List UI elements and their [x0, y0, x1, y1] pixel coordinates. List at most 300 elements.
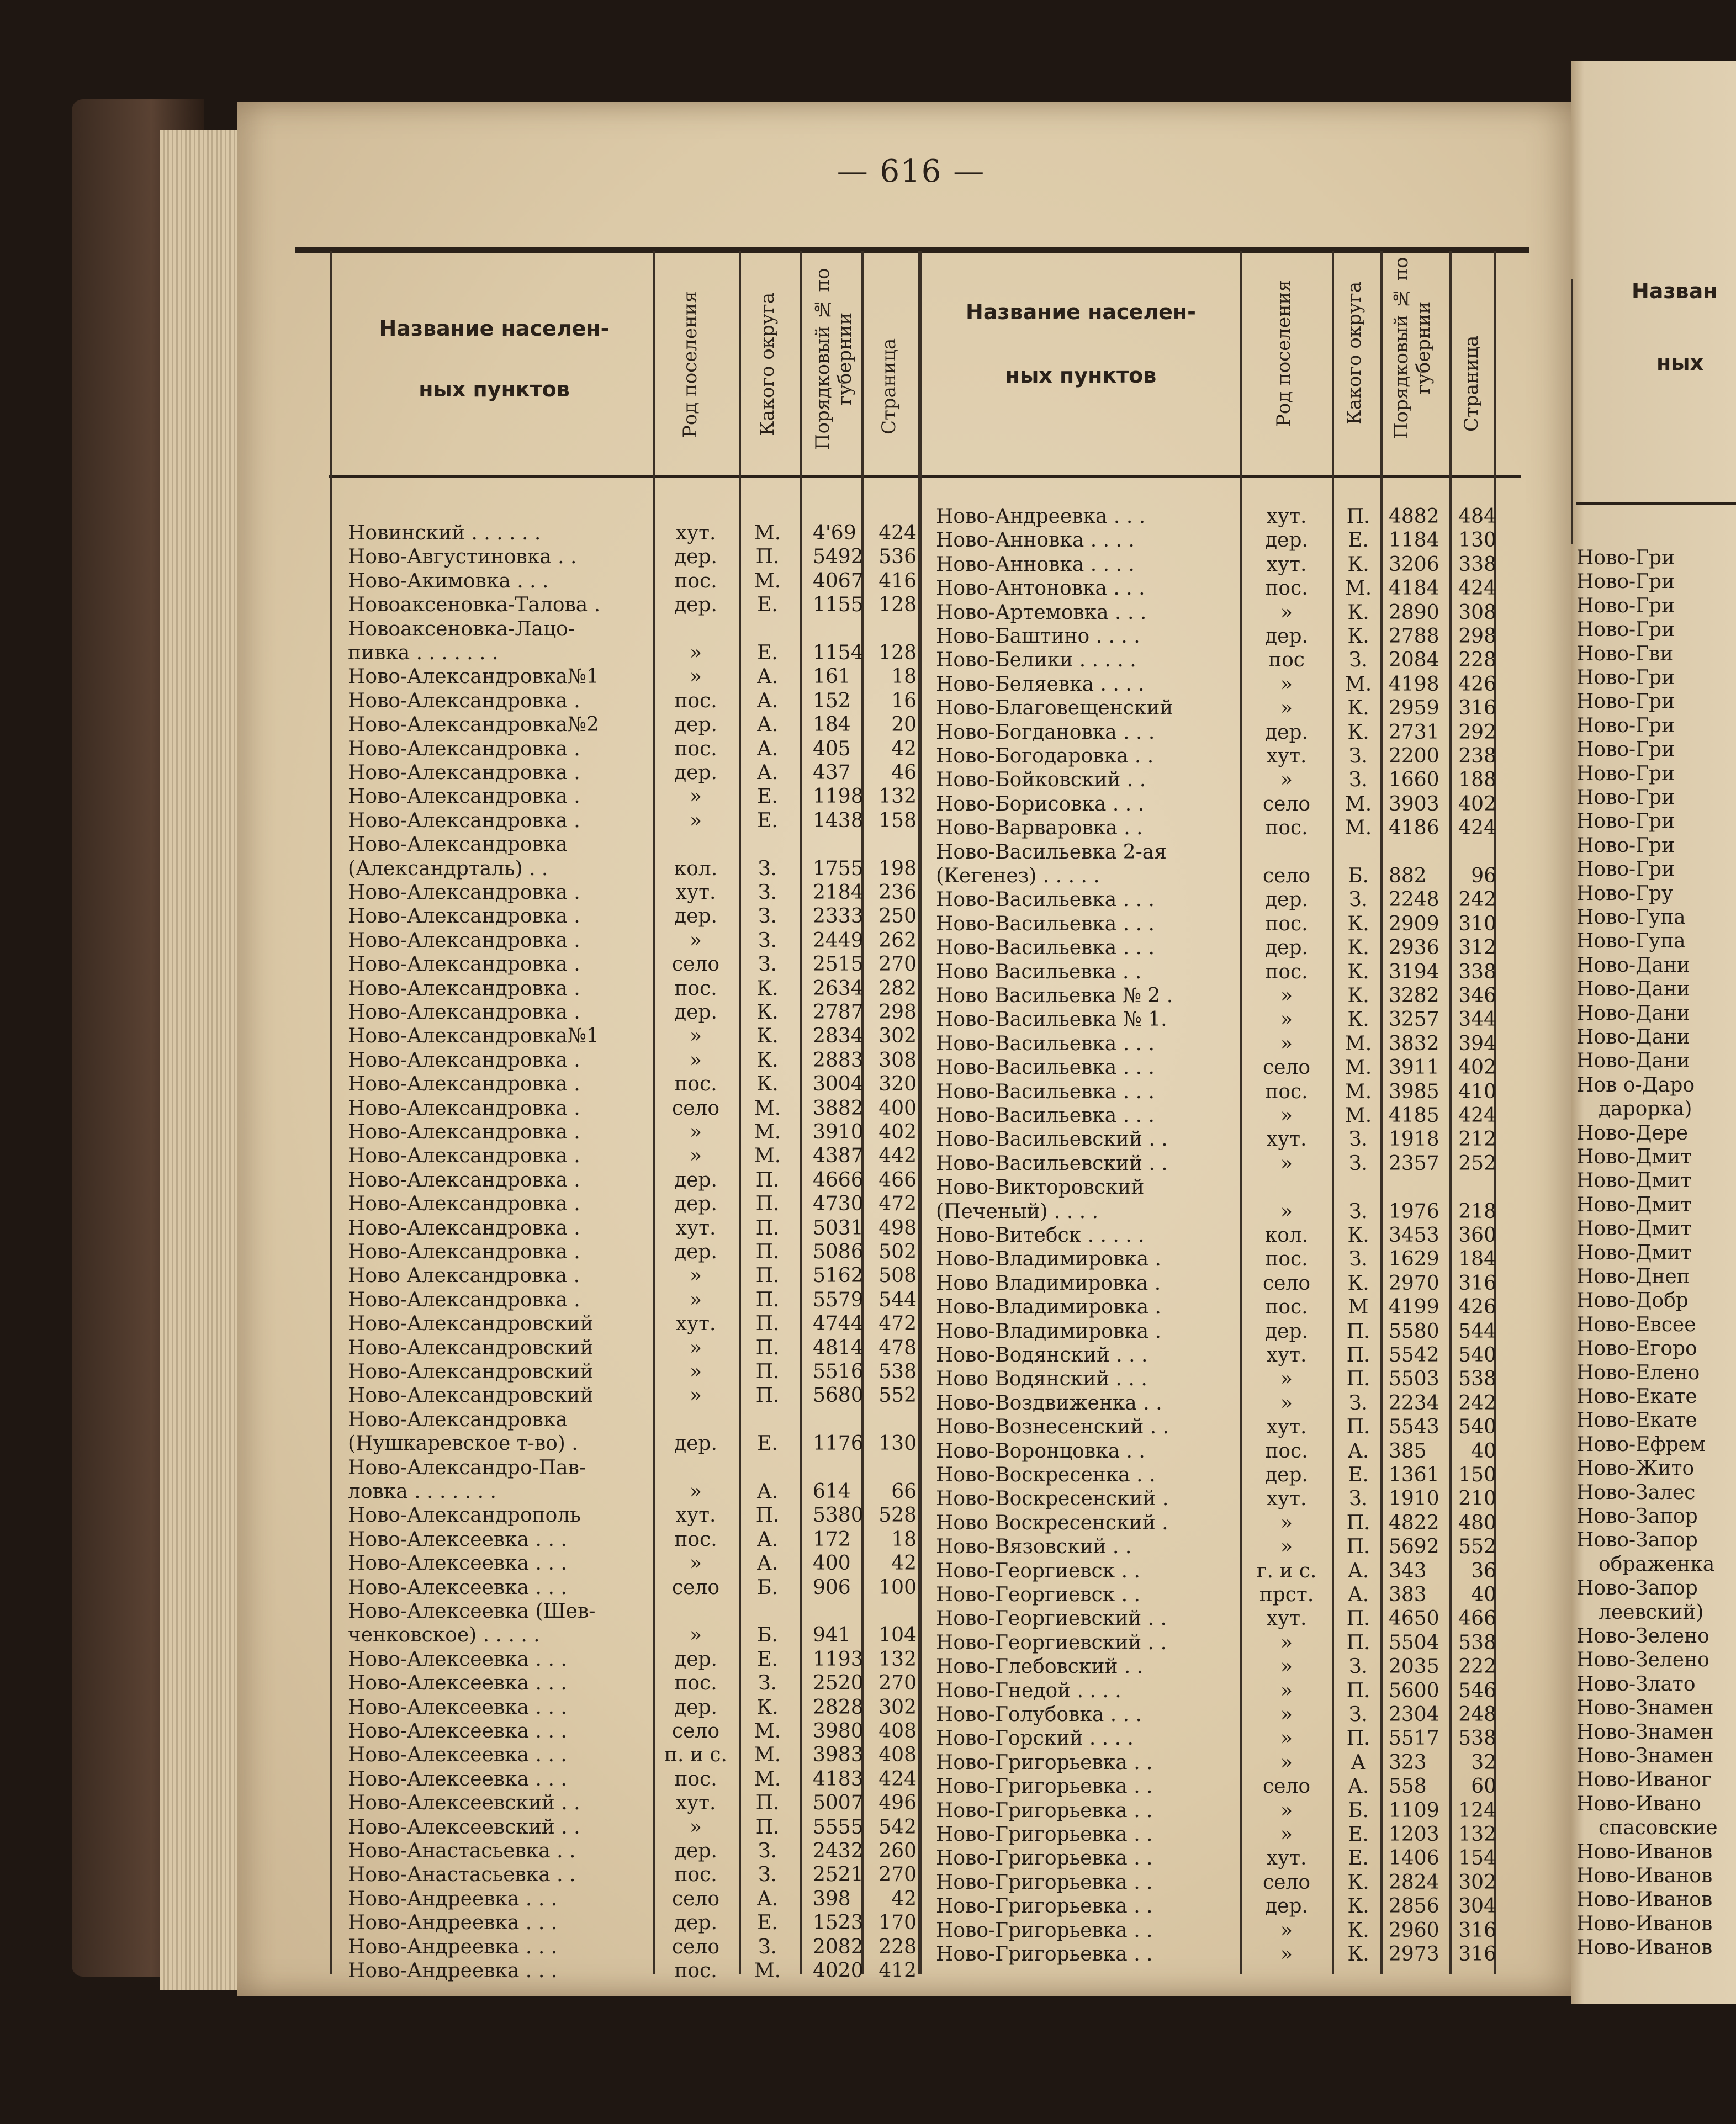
settlement-type: дер. — [674, 1648, 717, 1671]
serial-number: 4744 — [813, 1312, 864, 1336]
settlement-type: » — [1280, 769, 1293, 792]
settlement-type: село — [1262, 1871, 1310, 1894]
okrug: З. — [758, 857, 777, 880]
okrug: З. — [1349, 1703, 1368, 1726]
settlement-type: дер. — [674, 594, 717, 617]
serial-number: 1918 — [1389, 1128, 1439, 1151]
settlement-type: пос. — [1265, 1248, 1308, 1271]
okrug: Е. — [757, 594, 778, 617]
serial-number: 2184 — [813, 881, 864, 904]
okrug: К. — [1347, 1272, 1369, 1295]
settlement-type: хут. — [675, 1504, 716, 1527]
serial-number: 2515 — [813, 953, 864, 976]
serial-number: 5086 — [813, 1241, 864, 1263]
settlement-type: п. и с. — [664, 1744, 727, 1767]
header-type: Род поселения — [1273, 280, 1295, 427]
settlement-type: » — [1280, 1919, 1293, 1942]
settlement-name: Ново Васильевка № 2 . — [936, 984, 1173, 1007]
fragment-text: Ново-Гри — [1576, 786, 1675, 809]
fragment-text: Ново-Знамен — [1576, 1697, 1714, 1720]
page-ref: 154 — [1458, 1847, 1496, 1870]
settlement-type: пос. — [674, 569, 717, 592]
settlement-type: дер. — [1265, 529, 1308, 552]
header-name-line2: ных пунктов — [419, 377, 570, 401]
okrug: А. — [756, 1887, 779, 1910]
settlement-name: Ново-Александровский — [348, 1384, 594, 1407]
settlement-name: Ново-Артемовка . . . — [936, 601, 1147, 624]
okrug: К. — [756, 1073, 779, 1096]
settlement-type: село — [671, 953, 719, 976]
settlement-name: Ново Владимировка . — [936, 1272, 1161, 1295]
page-ref: 282 — [878, 977, 917, 1000]
okrug: З. — [758, 1672, 777, 1695]
page-ref: 316 — [1458, 697, 1496, 720]
serial-number: 4186 — [1389, 817, 1439, 840]
serial-number: 2304 — [1389, 1703, 1439, 1726]
serial-number: 614 — [813, 1480, 851, 1503]
page-ref: 32 — [1471, 1751, 1496, 1774]
fragment-text: Ново-Дере — [1576, 1121, 1689, 1145]
serial-number: 4184 — [1389, 577, 1439, 600]
settlement-name: Ново-Белики . . . . . — [936, 649, 1136, 672]
settlement-type: пос. — [1265, 912, 1308, 935]
settlement-type: пос. — [674, 1767, 717, 1791]
settlement-type: хут. — [1266, 1607, 1307, 1630]
fragment-text: Ново-Дмит — [1576, 1146, 1692, 1168]
okrug: М. — [754, 1097, 781, 1120]
okrug: П. — [1346, 1727, 1370, 1750]
okrug: М. — [1345, 1080, 1372, 1103]
okrug: К. — [756, 977, 779, 1000]
serial-number: 1976 — [1389, 1200, 1439, 1223]
page-ref: 270 — [878, 1863, 917, 1887]
settlement-type: » — [689, 1048, 702, 1072]
okrug: П. — [755, 1312, 780, 1336]
serial-number: 2890 — [1389, 601, 1439, 624]
page-ref: 360 — [1458, 1224, 1496, 1247]
okrug: З. — [1349, 1200, 1368, 1223]
page-ref: 538 — [878, 1360, 917, 1383]
fragment-text: Ново-Иванов — [1576, 1912, 1713, 1935]
settlement-type: дер. — [674, 1168, 717, 1191]
okrug: М. — [754, 1744, 781, 1767]
page-ref: 42 — [891, 1552, 917, 1575]
settlement-name: Ново-Александровка№1 — [348, 1025, 599, 1048]
serial-number: 2200 — [1389, 745, 1439, 767]
settlement-name: Ново-Александровка . — [348, 761, 580, 784]
settlement-type: пос. — [1265, 1296, 1308, 1319]
okrug: А — [1351, 1751, 1366, 1774]
header-type: Род поселения — [679, 291, 701, 438]
serial-number: 2234 — [1389, 1391, 1439, 1415]
okrug: М. — [754, 1767, 781, 1791]
settlement-type: дер. — [674, 1696, 717, 1719]
settlement-type: » — [689, 1336, 702, 1359]
fragment-text: Ново-Гру — [1576, 882, 1674, 905]
settlement-type: » — [1280, 1391, 1293, 1415]
serial-number: 5516 — [813, 1360, 864, 1383]
settlement-type: дер. — [1265, 1895, 1308, 1918]
okrug: П. — [755, 1216, 780, 1240]
serial-number: 1193 — [813, 1648, 864, 1671]
col-rule — [330, 251, 332, 1974]
page-ref: 496 — [878, 1792, 917, 1815]
settlement-type: пос. — [674, 1528, 717, 1551]
page-ref: 298 — [1458, 625, 1496, 648]
settlement-type: » — [689, 929, 702, 952]
settlement-name: Ново-Александровка . — [348, 977, 580, 1000]
okrug: Б. — [757, 1576, 778, 1599]
col-rule — [1240, 251, 1242, 1974]
page-ref: 344 — [1458, 1008, 1496, 1031]
settlement-name: Ново-Васильевка . . . — [936, 1056, 1155, 1079]
settlement-name: Ново-Александровка . — [348, 1241, 580, 1263]
okrug: П. — [1346, 505, 1370, 528]
serial-number: 2960 — [1389, 1919, 1439, 1942]
page-ref: 42 — [891, 737, 917, 760]
serial-number: 152 — [813, 689, 851, 712]
serial-number: 4387 — [813, 1145, 864, 1168]
settlement-type: » — [689, 1360, 702, 1383]
settlement-name: Ново-Анновка . . . . — [936, 553, 1135, 576]
serial-number: 5543 — [1389, 1416, 1439, 1439]
settlement-name: Ново-Александровка . — [348, 1168, 580, 1191]
settlement-type: » — [1280, 1943, 1293, 1966]
serial-number: 1660 — [1389, 769, 1439, 792]
header-page: Страница — [878, 338, 900, 435]
page-ref: 250 — [878, 905, 917, 928]
settlement-type: село — [671, 1935, 719, 1958]
serial-number: 1203 — [1389, 1823, 1439, 1846]
page-ref: 308 — [1458, 601, 1496, 624]
page-ref: 270 — [878, 1672, 917, 1695]
settlement-name: Ново-Воздвиженка . . — [936, 1391, 1162, 1415]
page-ref: 426 — [1458, 1296, 1496, 1319]
settlement-name: Ново-Григорьевка . . — [936, 1799, 1153, 1822]
settlement-name: Ново-Васильевка . . . — [936, 912, 1155, 935]
serial-number: 4020 — [813, 1959, 864, 1982]
settlement-type: пос. — [1265, 817, 1308, 840]
okrug: П. — [755, 1288, 780, 1311]
serial-number: 2248 — [1389, 888, 1439, 912]
okrug: Е. — [757, 642, 778, 664]
settlement-name: Ново-Водянский . . . — [936, 1344, 1148, 1366]
serial-number: 2788 — [1389, 625, 1439, 648]
okrug: Е. — [757, 1911, 778, 1935]
settlement-name: Ново-Вязовский . . — [936, 1535, 1132, 1559]
settlement-type: дер. — [674, 1001, 717, 1024]
serial-number: 1361 — [1389, 1464, 1439, 1486]
okrug: П. — [755, 1336, 780, 1359]
serial-number: 2834 — [813, 1025, 864, 1048]
settlement-name: Ново-Алексеевка . . . — [348, 1720, 567, 1742]
okrug: З. — [758, 1863, 777, 1887]
settlement-type: » — [689, 1384, 702, 1407]
okrug: М — [1348, 1296, 1369, 1319]
page-ref: 158 — [878, 809, 917, 832]
settlement-name: Ново-Владимировка . — [936, 1296, 1161, 1319]
col-rule — [1332, 251, 1334, 1974]
serial-number: 2449 — [813, 929, 864, 952]
settlement-name: Ново-Алексеевка . . . — [348, 1576, 567, 1599]
page-ref: 260 — [878, 1840, 917, 1862]
settlement-name: Ново-Александровка . — [348, 785, 580, 808]
serial-number: 5492 — [813, 545, 864, 569]
settlement-name: Ново-Андреевка . . . — [348, 1887, 558, 1910]
settlement-name: Ново-Бойковский . . — [936, 769, 1146, 792]
page-ref: 538 — [1458, 1368, 1496, 1391]
settlement-type: » — [1280, 1535, 1293, 1559]
page-ref: 394 — [1458, 1032, 1496, 1055]
okrug: К. — [1347, 1895, 1369, 1918]
settlement-name: Ново-Григорьевка . . — [936, 1919, 1153, 1942]
serial-number: 5579 — [813, 1288, 864, 1311]
page-ref: 40 — [1471, 1439, 1496, 1463]
okrug: К. — [1347, 721, 1369, 744]
serial-number: 5380 — [813, 1504, 864, 1527]
settlement-type: » — [1280, 984, 1293, 1007]
settlement-name: Ново-Алексеевка . . . — [348, 1528, 567, 1551]
settlement-type: дер. — [674, 1432, 717, 1455]
page-ref: 424 — [1458, 817, 1496, 840]
fragment-text: Ново-Добр — [1576, 1289, 1689, 1312]
settlement-type: дер. — [1265, 936, 1308, 960]
settlement-type: хут. — [1266, 1487, 1307, 1511]
settlement-name: Ново-Андреевка . . . — [936, 505, 1146, 528]
serial-number: 2432 — [813, 1840, 864, 1862]
settlement-type: » — [1280, 1368, 1293, 1391]
settlement-name: Ново Воскресенский . — [936, 1511, 1168, 1534]
settlement-name: Ново Водянский . . . — [936, 1368, 1147, 1391]
settlement-type: хут. — [1266, 1344, 1307, 1366]
settlement-type: » — [689, 665, 702, 688]
okrug: П. — [755, 1264, 780, 1288]
page-ref: 298 — [878, 1001, 917, 1024]
settlement-type: » — [689, 1025, 702, 1048]
serial-number: 5031 — [813, 1216, 864, 1240]
page-ref: 218 — [1458, 1200, 1496, 1223]
page-ref: 466 — [878, 1168, 917, 1191]
settlement-type: дер. — [674, 1840, 717, 1862]
serial-number: 2973 — [1389, 1943, 1439, 1966]
fragment-text: Ново-Елено — [1576, 1361, 1700, 1384]
settlement-type: хут. — [1266, 1847, 1307, 1870]
settlement-type: кол. — [674, 857, 718, 880]
okrug: Е. — [757, 785, 778, 808]
fragment-text: Ново-Зелено — [1576, 1649, 1709, 1672]
okrug: П. — [755, 1815, 780, 1839]
settlement-type: село — [1262, 1272, 1310, 1295]
serial-number: 2909 — [1389, 912, 1439, 935]
next-page-fragment — [1571, 61, 1736, 2004]
settlement-name: Ново-Александровка . — [348, 1145, 580, 1168]
page-ref: 546 — [1458, 1679, 1496, 1702]
right-header-underline — [1576, 502, 1736, 505]
settlement-name: Ново-Александровский — [348, 1360, 594, 1383]
okrug: М. — [1345, 1032, 1372, 1055]
fragment-text: Ново-Дани — [1576, 978, 1690, 1001]
okrug: К. — [1347, 553, 1369, 576]
settlement-type: » — [1280, 1703, 1293, 1726]
page-ref: 540 — [1458, 1416, 1496, 1439]
serial-number: 2634 — [813, 977, 864, 1000]
header-name-line2: ных пунктов — [1005, 363, 1157, 388]
settlement-name: Ново-Васильевка № 1. — [936, 1008, 1167, 1031]
settlement-type: дер. — [1265, 1464, 1308, 1486]
serial-number: 5555 — [813, 1815, 864, 1839]
page-ref: 188 — [1458, 769, 1496, 792]
okrug: П. — [1346, 1320, 1370, 1343]
page-ref: 150 — [1458, 1464, 1496, 1486]
fragment-text: Ново-Гри — [1576, 618, 1675, 642]
right-header-rule — [1571, 279, 1573, 544]
okrug: З. — [758, 953, 777, 976]
fragment-text: Ново-Иванов — [1576, 1936, 1713, 1959]
fragment-text: Ново-Днеп — [1576, 1265, 1690, 1288]
header-bottom-rule — [329, 475, 1521, 478]
fragment-text: Нов о-Даро — [1576, 1073, 1695, 1097]
fragment-text: ображенка — [1599, 1553, 1715, 1576]
page-ref: 424 — [1458, 577, 1496, 600]
settlement-name: Ново-Варваровка . . — [936, 817, 1143, 840]
page-ref: 60 — [1471, 1775, 1496, 1798]
fragment-text: Ново-Залес — [1576, 1481, 1696, 1504]
settlement-name: Ново-Богдановка . . . — [936, 721, 1155, 744]
serial-number: 400 — [813, 1552, 851, 1575]
okrug: А. — [756, 761, 779, 784]
settlement-name: Ново-Григорьевка . . — [936, 1775, 1153, 1798]
serial-number: 1198 — [813, 785, 864, 808]
fragment-text: Ново-Дмит — [1576, 1169, 1692, 1193]
page-ref: 42 — [891, 1887, 917, 1910]
okrug: Е. — [1348, 529, 1369, 552]
okrug: К. — [756, 1025, 779, 1048]
header-name-line1: Название населен- — [379, 316, 610, 341]
page-ref: 198 — [878, 857, 917, 880]
serial-number: 398 — [813, 1887, 851, 1910]
serial-number: 2731 — [1389, 721, 1439, 744]
serial-number: 2082 — [813, 1935, 864, 1958]
settlement-name: Ново-Голубовка . . . — [936, 1703, 1142, 1726]
settlement-name: Ново-Александровка . — [348, 1073, 580, 1096]
serial-number: 5517 — [1389, 1727, 1439, 1750]
page-ref: 128 — [878, 594, 917, 617]
okrug: А. — [756, 1552, 779, 1575]
okrug: З. — [1349, 888, 1368, 912]
serial-number: 2787 — [813, 1001, 864, 1024]
settlement-type: дер. — [674, 761, 717, 784]
settlement-name: (Нушкаревское т-во) . — [348, 1432, 578, 1455]
page-ref: 40 — [1471, 1583, 1496, 1606]
fragment-text: дарорка) — [1599, 1098, 1692, 1121]
page-ref: 320 — [878, 1073, 917, 1096]
settlement-name: Ново-Андреевка . . . — [348, 1911, 558, 1935]
settlement-name: Ново-Владимировка . — [936, 1320, 1161, 1343]
settlement-type: хут. — [675, 1216, 716, 1240]
serial-number: 2959 — [1389, 697, 1439, 720]
page-ref: 338 — [1458, 960, 1496, 983]
settlement-type: село — [671, 1576, 719, 1599]
settlement-name: (Печеный) . . . . — [936, 1200, 1099, 1223]
serial-number: 3985 — [1389, 1080, 1439, 1103]
settlement-type: село — [671, 1887, 719, 1910]
serial-number: 1176 — [813, 1432, 864, 1455]
settlement-type: » — [1280, 672, 1293, 696]
serial-number: 2035 — [1389, 1655, 1439, 1678]
okrug: П. — [755, 545, 780, 569]
settlement-type: кол. — [1264, 1224, 1309, 1247]
col-rule — [739, 251, 741, 1974]
settlement-name: Ново-Владимировка . — [936, 1248, 1161, 1271]
serial-number: 2828 — [813, 1696, 864, 1719]
serial-number: 4183 — [813, 1767, 864, 1791]
serial-number: 383 — [1389, 1583, 1427, 1606]
page-ref: 312 — [1458, 936, 1496, 960]
settlement-name: ченковское) . . . . . — [348, 1624, 540, 1647]
page-ref: 310 — [1458, 912, 1496, 935]
fragment-text: Ново-Гри — [1576, 666, 1675, 689]
serial-number: 2824 — [1389, 1871, 1439, 1894]
settlement-name: Ново-Александровка . — [348, 905, 580, 928]
page-ref: 130 — [878, 1432, 917, 1455]
page-ref: 536 — [878, 545, 917, 569]
serial-number: 3980 — [813, 1720, 864, 1742]
settlement-type: пос. — [674, 977, 717, 1000]
okrug: А. — [1347, 1583, 1369, 1606]
settlement-name: Ново-Александровка . — [348, 881, 580, 904]
settlement-name: Новоаксеновка-Лацо- — [348, 617, 575, 640]
page-ref: 124 — [1458, 1799, 1496, 1822]
page-ref: 424 — [1458, 1104, 1496, 1127]
serial-number: 385 — [1389, 1439, 1427, 1463]
settlement-name: Ново-Алексеевский . . — [348, 1792, 580, 1815]
page-ref: 292 — [1458, 721, 1496, 744]
settlement-type: » — [1280, 697, 1293, 720]
fragment-text: Ново-Злато — [1576, 1672, 1696, 1696]
settlement-type: дер. — [674, 1911, 717, 1935]
serial-number: 4882 — [1389, 505, 1439, 528]
okrug: П. — [755, 1504, 780, 1527]
settlement-name: Ново-Александровский — [348, 1312, 594, 1336]
settlement-name: Ново-Александровка . — [348, 1097, 580, 1120]
settlement-type: пос. — [674, 1073, 717, 1096]
serial-number: 5007 — [813, 1792, 864, 1815]
settlement-name: Ново-Георгиевский . . — [936, 1631, 1167, 1654]
okrug: П. — [1346, 1631, 1370, 1654]
settlement-type: » — [689, 642, 702, 664]
settlement-name: Ново-Анновка . . . . — [936, 529, 1135, 552]
serial-number: 3882 — [813, 1097, 864, 1120]
okrug: З. — [758, 929, 777, 952]
serial-number: 161 — [813, 665, 851, 688]
page-ref: 402 — [1458, 792, 1496, 815]
okrug: З. — [758, 905, 777, 928]
right-header-line2: ных — [1656, 351, 1704, 375]
okrug: А. — [756, 689, 779, 712]
settlement-type: » — [1280, 1511, 1293, 1534]
page-ref: 170 — [878, 1911, 917, 1935]
okrug: З. — [758, 1840, 777, 1862]
serial-number: 172 — [813, 1528, 851, 1551]
settlement-type: пос. — [1265, 960, 1308, 983]
serial-number: 4198 — [1389, 672, 1439, 696]
okrug: Е. — [757, 1432, 778, 1455]
fragment-text: Ново-Екате — [1576, 1409, 1697, 1432]
settlement-type: дер. — [1265, 888, 1308, 912]
serial-number: 1184 — [1389, 529, 1439, 552]
settlement-type: » — [689, 1121, 702, 1143]
serial-number: 184 — [813, 713, 851, 737]
